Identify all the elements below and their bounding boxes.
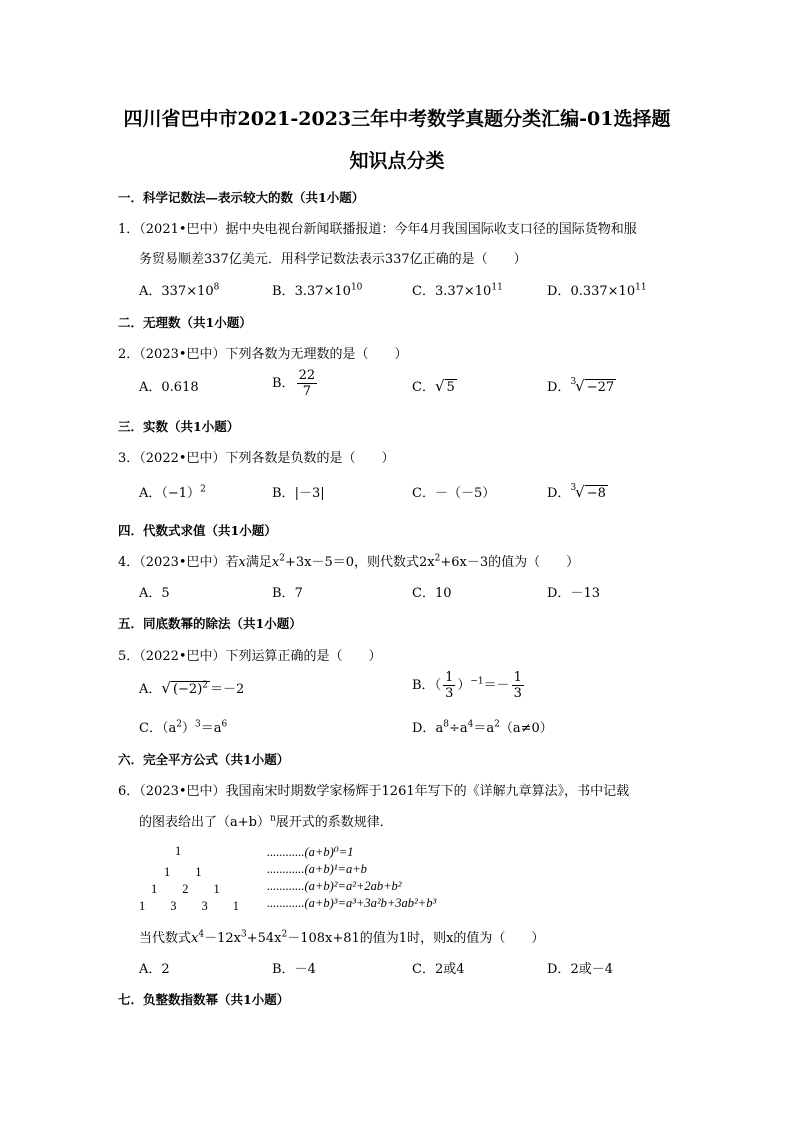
- exponent: 2: [202, 680, 208, 691]
- question-2-stem: 2．（2023•巴中）下列各数为无理数的是（ ）: [118, 347, 408, 362]
- paren-open: （: [434, 678, 442, 693]
- question-4-option-c: [412, 582, 452, 601]
- option-value: 2或4: [434, 962, 465, 977]
- exponent: 6: [221, 719, 228, 730]
- option-exponent: 2: [200, 484, 206, 495]
- option-value: ＝－2: [210, 682, 245, 697]
- radicand: [171, 681, 210, 697]
- question-6-option-b: [272, 958, 316, 977]
- option-value: （−1）: [161, 486, 201, 501]
- question-1-option-b: [272, 280, 362, 299]
- option-exponent: 11: [491, 282, 503, 293]
- question-1-stem-cont: 务贸易顺差337亿美元．用科学记数法表示337亿正确的是（ ）: [139, 252, 527, 267]
- radical-sign: √: [434, 377, 445, 395]
- radicand: −27: [586, 380, 615, 395]
- option-label: A．: [139, 486, 162, 501]
- fraction-denominator: 3: [513, 686, 522, 701]
- fraction-numerator: 22: [298, 368, 316, 383]
- section-heading-7: 七．负整数指数幂（共1小题）: [118, 992, 290, 1007]
- question-6-option-d: [547, 958, 613, 977]
- question-3-stem: 3．（2022•巴中）下列各数是负数的是（ ）: [118, 451, 395, 466]
- option-label: B．: [272, 586, 295, 601]
- option-label: D．: [547, 586, 571, 601]
- expansion-row-4: ............(a+b)³=a³+3a²b+3ab²+b³: [267, 896, 437, 910]
- document-title-line2: 知识点分类: [349, 150, 445, 172]
- root-index: 3: [570, 483, 577, 493]
- option-label: B．: [272, 962, 295, 977]
- option-exponent: 10: [350, 282, 363, 293]
- square-root: [161, 679, 210, 697]
- question-5-option-c: [139, 717, 227, 736]
- option-label: A．: [139, 284, 162, 299]
- triangle-row-1: 1: [175, 844, 182, 858]
- option-value: 3.37×10: [434, 284, 492, 299]
- cube-root: [570, 377, 616, 395]
- option-value: 3.37×10: [294, 284, 351, 299]
- option-label: C．: [412, 962, 435, 977]
- expr-part: （a≠0）: [499, 721, 553, 736]
- option-value: 2: [161, 962, 170, 977]
- exponent: 4: [467, 719, 474, 730]
- option-label: C．: [412, 380, 435, 395]
- question-2-option-b: [272, 368, 319, 399]
- question-4-option-d: [547, 582, 600, 601]
- stem-text: 4．（2023•巴中）若: [118, 555, 239, 570]
- expr-part: （a: [161, 721, 177, 736]
- section-heading-2: 二．无理数（共1小题）: [118, 315, 252, 330]
- stem-text: 的图表给出了（a+b）: [139, 815, 270, 830]
- fraction-denominator: 3: [445, 686, 454, 701]
- stem-text: +54x: [246, 931, 282, 946]
- option-label: C．: [412, 586, 435, 601]
- option-label: D．: [547, 284, 571, 299]
- expr-part: a: [435, 721, 444, 736]
- paren-close: ）: [457, 678, 471, 693]
- expr-part: ＝a: [473, 721, 495, 736]
- question-3-option-c: [412, 482, 495, 501]
- triangle-row-3: 1 2 1: [151, 882, 220, 896]
- stem-text: 2x: [419, 555, 435, 570]
- variable-x: x: [271, 555, 280, 570]
- option-value: 5: [161, 586, 170, 601]
- question-6-question: [139, 927, 544, 946]
- stem-text: 展开式的系数规律．: [275, 815, 393, 830]
- document-title-line1: 四川省巴中市2021-2023三年中考数学真题分类汇编-01选择题: [123, 108, 671, 130]
- stem-text: +6x－3的值为（ ）: [440, 555, 580, 570]
- option-label: B．: [272, 486, 295, 501]
- expansion-row-2: ............(a+b)¹=a+b: [267, 862, 367, 876]
- section-heading-3: 三．实数（共1小题）: [118, 419, 240, 434]
- question-6-stem-cont: [139, 811, 393, 830]
- question-5-option-a: [139, 678, 244, 697]
- cube-root: [570, 483, 607, 501]
- option-label: D．: [412, 721, 436, 736]
- option-value: 0.337×10: [570, 284, 636, 299]
- question-6-option-c: [412, 958, 465, 977]
- fraction: [443, 670, 455, 701]
- option-value: |－3|: [294, 486, 325, 501]
- question-5-option-b: [412, 670, 526, 701]
- fraction-numerator: 1: [513, 670, 522, 685]
- exponent: −1: [470, 676, 484, 687]
- exponent: 2: [281, 929, 288, 940]
- option-label: D．: [547, 380, 571, 395]
- option-value: －4: [294, 962, 316, 977]
- section-heading-1: 一．科学记数法—表示较大的数（共1小题）: [118, 190, 365, 205]
- stem-text: 当代数式: [139, 931, 192, 946]
- exponent: 2: [279, 553, 285, 564]
- expansion-row-3: ............(a+b)²=a²+2ab+b²: [267, 879, 402, 893]
- option-value: 2或－4: [570, 962, 613, 977]
- variable-x: x: [191, 931, 199, 946]
- stem-text: －108x+81的值为1时，则x的值为（ ）: [287, 931, 545, 946]
- stem-text: 满足: [245, 555, 272, 570]
- exponent: 3: [194, 719, 201, 730]
- question-6-option-a: [139, 958, 170, 977]
- section-heading-4: 四．代数式求值（共1小题）: [118, 523, 277, 538]
- option-label: A．: [139, 962, 162, 977]
- option-value: 337×10: [161, 284, 214, 299]
- radical-sign: √: [575, 377, 585, 395]
- square-root: [435, 377, 457, 395]
- fraction: [512, 670, 524, 701]
- exponent: 3: [240, 929, 247, 940]
- expr-part: ＝a: [200, 721, 222, 736]
- fraction-numerator: 1: [445, 670, 454, 685]
- variable-x: x: [238, 555, 246, 570]
- section-heading-6: 六．完全平方公式（共1小题）: [118, 752, 290, 767]
- exponent: 8: [443, 719, 449, 730]
- option-label: D．: [547, 486, 571, 501]
- option-label: C．: [412, 486, 435, 501]
- question-5-stem: 5．（2022•巴中）下列运算正确的是（ ）: [118, 649, 382, 664]
- stem-text: －12x: [204, 931, 241, 946]
- question-1-stem: 1．（2021•巴中）据中央电视台新闻联播报道：今年4月我国国际收支口径的国际货物和服: [118, 222, 637, 237]
- fraction: [297, 368, 318, 399]
- radical-sign: √: [575, 483, 585, 501]
- option-exponent: 11: [635, 282, 647, 293]
- option-label: A．: [139, 586, 162, 601]
- radicand: −8: [586, 486, 606, 501]
- option-label: A．: [139, 682, 162, 697]
- fraction-denominator: 7: [302, 384, 311, 399]
- equals-minus: ＝－: [483, 678, 510, 693]
- question-1-option-c: [412, 280, 503, 299]
- option-label: A．: [139, 380, 162, 395]
- option-value: 0.618: [161, 380, 199, 395]
- radicand: 5: [446, 380, 455, 395]
- radical-sign: √: [161, 679, 171, 697]
- stem-text: +3x－5＝0，则代数式: [284, 555, 420, 570]
- exponent: n: [269, 813, 276, 824]
- option-label: C．: [412, 284, 435, 299]
- question-4-option-a: [139, 582, 170, 601]
- question-4-option-b: [272, 582, 303, 601]
- question-5-option-d: [412, 717, 553, 736]
- question-2-option-a: [139, 376, 199, 395]
- root-index: 3: [570, 377, 577, 387]
- question-3-option-d: [547, 482, 608, 501]
- exponent: 2: [434, 553, 441, 564]
- question-1-option-a: [139, 280, 219, 299]
- expr-part: ）: [181, 721, 195, 736]
- expr-part: ÷a: [448, 721, 468, 736]
- triangle-row-4: 1 3 3 1: [139, 899, 240, 913]
- exponent: 2: [176, 719, 182, 730]
- question-6-stem: 6．（2023•巴中）我国南宋时期数学家杨辉于1261年写下的《详解九章算法》，书中记载: [118, 784, 630, 799]
- option-value: 10: [434, 586, 452, 601]
- option-value: －（－5）: [434, 486, 496, 501]
- exponent: 2: [494, 719, 500, 730]
- option-label: B．: [412, 678, 435, 693]
- option-exponent: 8: [213, 282, 220, 293]
- option-label: B．: [272, 284, 295, 299]
- option-label: C．: [139, 721, 162, 736]
- option-value: 7: [294, 586, 303, 601]
- expansion-row-1: ............(a+b)⁰=1: [267, 845, 354, 859]
- option-value: －13: [570, 586, 600, 601]
- question-4-stem: [118, 551, 579, 570]
- exponent: 4: [198, 929, 205, 940]
- question-2-option-c: [412, 376, 457, 395]
- question-2-option-d: [547, 376, 616, 395]
- option-label: B．: [272, 376, 295, 391]
- radicand-base: (−2): [172, 682, 203, 697]
- triangle-row-2: 1 1: [164, 865, 202, 879]
- question-3-option-b: [272, 482, 325, 501]
- question-3-option-a: [139, 482, 206, 501]
- question-1-option-d: [547, 280, 647, 299]
- section-heading-5: 五．同底数幂的除法（共1小题）: [118, 616, 302, 631]
- option-label: D．: [547, 962, 571, 977]
